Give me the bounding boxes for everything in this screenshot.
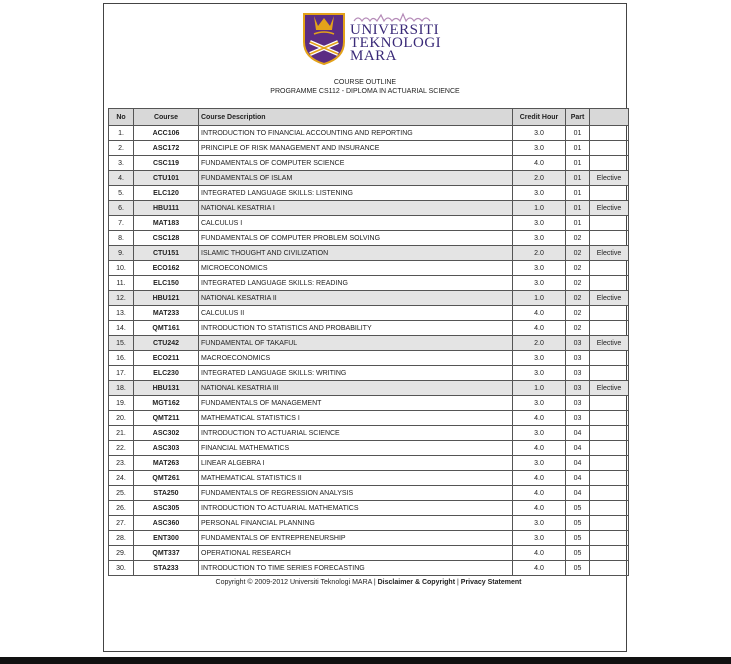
row-no: 6. (109, 201, 134, 216)
row-note (590, 231, 629, 246)
row-part: 03 (566, 336, 590, 351)
row-description: MATHEMATICAL STATISTICS I (199, 411, 513, 426)
row-credit-hour: 3.0 (513, 426, 566, 441)
row-part: 03 (566, 381, 590, 396)
table-row (109, 126, 629, 141)
row-course-code: QMT211 (134, 411, 199, 426)
row-course-code: STA233 (134, 561, 199, 576)
row-description: MATHEMATICAL STATISTICS II (199, 471, 513, 486)
row-note (590, 561, 629, 576)
row-part: 02 (566, 291, 590, 306)
row-no: 26. (109, 501, 134, 516)
row-part: 03 (566, 396, 590, 411)
row-no: 9. (109, 246, 134, 261)
row-part: 01 (566, 201, 590, 216)
table-row (109, 306, 629, 321)
row-description: INTRODUCTION TO ACTUARIAL MATHEMATICS (199, 501, 513, 516)
row-course-code: STA250 (134, 486, 199, 501)
table-row (109, 156, 629, 171)
row-no: 14. (109, 321, 134, 336)
col-header-part: Part (566, 109, 590, 126)
row-no: 10. (109, 261, 134, 276)
table-row (109, 186, 629, 201)
row-description: LINEAR ALGEBRA I (199, 456, 513, 471)
row-no: 15. (109, 336, 134, 351)
disclaimer-link[interactable]: Disclaimer & Copyright (377, 579, 456, 587)
row-part: 02 (566, 246, 590, 261)
row-course-code: HBU131 (134, 381, 199, 396)
row-course-code: CTU151 (134, 246, 199, 261)
row-part: 04 (566, 486, 590, 501)
privacy-statement-link[interactable]: Privacy Statement (460, 579, 522, 587)
row-course-code: QMT261 (134, 471, 199, 486)
row-no: 21. (109, 426, 134, 441)
row-credit-hour: 3.0 (513, 396, 566, 411)
row-description: CALCULUS II (199, 306, 513, 321)
row-part: 03 (566, 366, 590, 381)
row-course-code: ELC150 (134, 276, 199, 291)
row-credit-hour: 1.0 (513, 201, 566, 216)
row-no: 2. (109, 141, 134, 156)
row-no: 12. (109, 291, 134, 306)
row-course-code: CSC119 (134, 156, 199, 171)
row-description: FUNDAMENTALS OF ISLAM (199, 171, 513, 186)
row-no: 11. (109, 276, 134, 291)
row-credit-hour: 3.0 (513, 126, 566, 141)
row-credit-hour: 4.0 (513, 486, 566, 501)
row-description: INTRODUCTION TO STATISTICS AND PROBABILITY (199, 321, 513, 336)
row-description: OPERATIONAL RESEARCH (199, 546, 513, 561)
row-no: 27. (109, 516, 134, 531)
row-course-code: ASC303 (134, 441, 199, 456)
row-description: NATIONAL KESATRIA II (199, 291, 513, 306)
page-header (104, 4, 626, 107)
row-course-code: MGT162 (134, 396, 199, 411)
row-no: 16. (109, 351, 134, 366)
row-part: 05 (566, 546, 590, 561)
row-course-code: MAT183 (134, 216, 199, 231)
row-part: 01 (566, 186, 590, 201)
table-row (109, 426, 629, 441)
uitm-crest-logo (302, 12, 346, 66)
course-table-body (109, 126, 629, 576)
row-no: 3. (109, 156, 134, 171)
row-credit-hour: 3.0 (513, 456, 566, 471)
row-part: 03 (566, 411, 590, 426)
row-no: 23. (109, 456, 134, 471)
university-name-line-3: MARA (350, 48, 398, 64)
row-no: 17. (109, 366, 134, 381)
row-description: INTEGRATED LANGUAGE SKILLS: WRITING (199, 366, 513, 381)
table-row (109, 456, 629, 471)
row-credit-hour: 3.0 (513, 186, 566, 201)
row-credit-hour: 3.0 (513, 531, 566, 546)
university-name (350, 24, 441, 63)
row-description: MICROECONOMICS (199, 261, 513, 276)
course-table (108, 108, 629, 590)
row-part: 02 (566, 231, 590, 246)
row-course-code: ASC305 (134, 501, 199, 516)
row-part: 04 (566, 456, 590, 471)
table-row (109, 516, 629, 531)
row-part: 01 (566, 141, 590, 156)
table-row (109, 321, 629, 336)
row-course-code: CTU242 (134, 336, 199, 351)
outline-heading (104, 78, 626, 96)
row-course-code: ECO162 (134, 261, 199, 276)
row-part: 04 (566, 441, 590, 456)
row-description: INTEGRATED LANGUAGE SKILLS: LISTENING (199, 186, 513, 201)
bottom-edge-bar (0, 657, 731, 664)
row-note (590, 516, 629, 531)
table-row (109, 396, 629, 411)
row-part: 04 (566, 471, 590, 486)
col-header-no: No (109, 109, 134, 126)
row-note (590, 366, 629, 381)
col-header-description: Course Description (199, 109, 513, 126)
row-credit-hour: 3.0 (513, 351, 566, 366)
row-credit-hour: 3.0 (513, 141, 566, 156)
row-note (590, 351, 629, 366)
row-course-code: ASC360 (134, 516, 199, 531)
table-row (109, 381, 629, 396)
row-credit-hour: 1.0 (513, 291, 566, 306)
col-header-note (590, 109, 629, 126)
row-credit-hour: 4.0 (513, 561, 566, 576)
row-course-code: HBU121 (134, 291, 199, 306)
university-name-line-1: UNIVERSITI (350, 22, 440, 38)
row-no: 1. (109, 126, 134, 141)
row-course-code: ASC302 (134, 426, 199, 441)
row-note (590, 141, 629, 156)
row-part: 01 (566, 171, 590, 186)
table-row (109, 531, 629, 546)
row-description: INTEGRATED LANGUAGE SKILLS: READING (199, 276, 513, 291)
table-row (109, 366, 629, 381)
row-note (590, 531, 629, 546)
row-part: 01 (566, 216, 590, 231)
row-description: PRINCIPLE OF RISK MANAGEMENT AND INSURANCE (199, 141, 513, 156)
row-note: Elective (590, 201, 629, 216)
copyright-text: Copyright © 2009-2012 Universiti Teknologi MARA | (215, 579, 376, 587)
table-row (109, 351, 629, 366)
row-description: NATIONAL KESATRIA I (199, 201, 513, 216)
row-credit-hour: 3.0 (513, 276, 566, 291)
row-credit-hour: 2.0 (513, 336, 566, 351)
row-no: 13. (109, 306, 134, 321)
row-note (590, 411, 629, 426)
row-description: FINANCIAL MATHEMATICS (199, 441, 513, 456)
table-row (109, 336, 629, 351)
col-header-course: Course (134, 109, 199, 126)
row-credit-hour: 4.0 (513, 306, 566, 321)
row-part: 01 (566, 126, 590, 141)
table-row (109, 261, 629, 276)
row-course-code: ENT300 (134, 531, 199, 546)
row-note (590, 456, 629, 471)
row-course-code: CSC128 (134, 231, 199, 246)
row-note: Elective (590, 171, 629, 186)
row-note (590, 261, 629, 276)
row-description: FUNDAMENTALS OF REGRESSION ANALYSIS (199, 486, 513, 501)
row-note (590, 501, 629, 516)
table-row (109, 216, 629, 231)
row-note (590, 426, 629, 441)
row-note (590, 216, 629, 231)
row-no: 4. (109, 171, 134, 186)
table-row (109, 231, 629, 246)
row-no: 8. (109, 231, 134, 246)
row-no: 7. (109, 216, 134, 231)
row-no: 24. (109, 471, 134, 486)
row-no: 28. (109, 531, 134, 546)
table-row (109, 141, 629, 156)
row-description: FUNDAMENTALS OF ENTREPRENEURSHIP (199, 531, 513, 546)
row-note (590, 546, 629, 561)
row-credit-hour: 4.0 (513, 321, 566, 336)
outline-title: COURSE OUTLINE (333, 79, 397, 86)
table-row (109, 561, 629, 576)
table-row (109, 486, 629, 501)
row-description: INTRODUCTION TO TIME SERIES FORECASTING (199, 561, 513, 576)
table-row (109, 471, 629, 486)
row-part: 02 (566, 321, 590, 336)
row-no: 5. (109, 186, 134, 201)
table-row (109, 201, 629, 216)
row-description: FUNDAMENTALS OF COMPUTER PROBLEM SOLVING (199, 231, 513, 246)
row-no: 25. (109, 486, 134, 501)
row-credit-hour: 4.0 (513, 471, 566, 486)
row-no: 19. (109, 396, 134, 411)
row-no: 22. (109, 441, 134, 456)
row-credit-hour: 1.0 (513, 381, 566, 396)
row-part: 05 (566, 531, 590, 546)
row-note (590, 156, 629, 171)
row-description: ISLAMIC THOUGHT AND CIVILIZATION (199, 246, 513, 261)
row-credit-hour: 3.0 (513, 516, 566, 531)
row-course-code: MAT233 (134, 306, 199, 321)
row-note (590, 276, 629, 291)
row-course-code: HBU111 (134, 201, 199, 216)
row-no: 18. (109, 381, 134, 396)
row-course-code: ECO211 (134, 351, 199, 366)
row-credit-hour: 2.0 (513, 246, 566, 261)
row-note: Elective (590, 336, 629, 351)
row-credit-hour: 2.0 (513, 171, 566, 186)
row-part: 02 (566, 276, 590, 291)
row-description: INTRODUCTION TO ACTUARIAL SCIENCE (199, 426, 513, 441)
table-row (109, 246, 629, 261)
row-no: 20. (109, 411, 134, 426)
row-course-code: CTU101 (134, 171, 199, 186)
table-row (109, 546, 629, 561)
row-course-code: MAT263 (134, 456, 199, 471)
row-part: 02 (566, 261, 590, 276)
table-row (109, 171, 629, 186)
svg-text:اونيۏرسيتي تيكنولوجي مارا: اونيۏرسيتي تيكنولوجي مارا (352, 12, 364, 13)
row-note (590, 486, 629, 501)
row-no: 29. (109, 546, 134, 561)
table-row (109, 501, 629, 516)
row-part: 03 (566, 351, 590, 366)
row-no: 30. (109, 561, 134, 576)
row-course-code: ACC106 (134, 126, 199, 141)
row-part: 01 (566, 156, 590, 171)
row-credit-hour: 4.0 (513, 411, 566, 426)
row-course-code: ELC230 (134, 366, 199, 381)
row-note (590, 471, 629, 486)
row-part: 05 (566, 516, 590, 531)
row-note: Elective (590, 246, 629, 261)
row-description: MACROECONOMICS (199, 351, 513, 366)
row-note: Elective (590, 291, 629, 306)
row-description: NATIONAL KESATRIA III (199, 381, 513, 396)
row-note (590, 321, 629, 336)
col-header-credit-hour: Credit Hour (513, 109, 566, 126)
row-course-code: ELC120 (134, 186, 199, 201)
row-description: FUNDAMENTAL OF TAKAFUL (199, 336, 513, 351)
row-note (590, 396, 629, 411)
row-course-code: QMT337 (134, 546, 199, 561)
footer-separator: | (457, 579, 459, 587)
footer-row (109, 576, 629, 590)
row-note (590, 186, 629, 201)
footer (109, 576, 629, 590)
course-outline-page (103, 3, 627, 652)
row-description: INTRODUCTION TO FINANCIAL ACCOUNTING AND REPORTING (199, 126, 513, 141)
table-row (109, 441, 629, 456)
row-part: 04 (566, 426, 590, 441)
table-row (109, 411, 629, 426)
row-credit-hour: 4.0 (513, 501, 566, 516)
row-note (590, 306, 629, 321)
row-note (590, 126, 629, 141)
row-description: CALCULUS I (199, 216, 513, 231)
row-credit-hour: 4.0 (513, 156, 566, 171)
row-credit-hour: 3.0 (513, 366, 566, 381)
row-credit-hour: 3.0 (513, 261, 566, 276)
table-row (109, 291, 629, 306)
row-course-code: QMT161 (134, 321, 199, 336)
row-part: 02 (566, 306, 590, 321)
row-credit-hour: 3.0 (513, 231, 566, 246)
row-part: 05 (566, 561, 590, 576)
row-description: FUNDAMENTALS OF COMPUTER SCIENCE (199, 156, 513, 171)
row-part: 05 (566, 501, 590, 516)
university-name-line-2: TEKNOLOGI (350, 35, 442, 51)
row-description: PERSONAL FINANCIAL PLANNING (199, 516, 513, 531)
table-header-row (109, 109, 629, 126)
row-credit-hour: 4.0 (513, 546, 566, 561)
row-credit-hour: 4.0 (513, 441, 566, 456)
table-row (109, 276, 629, 291)
row-credit-hour: 3.0 (513, 216, 566, 231)
row-note: Elective (590, 381, 629, 396)
programme-title: PROGRAMME CS112 - DIPLOMA IN ACTUARIAL SCIENCE (270, 88, 460, 95)
row-description: FUNDAMENTALS OF MANAGEMENT (199, 396, 513, 411)
row-course-code: ASC172 (134, 141, 199, 156)
row-note (590, 441, 629, 456)
